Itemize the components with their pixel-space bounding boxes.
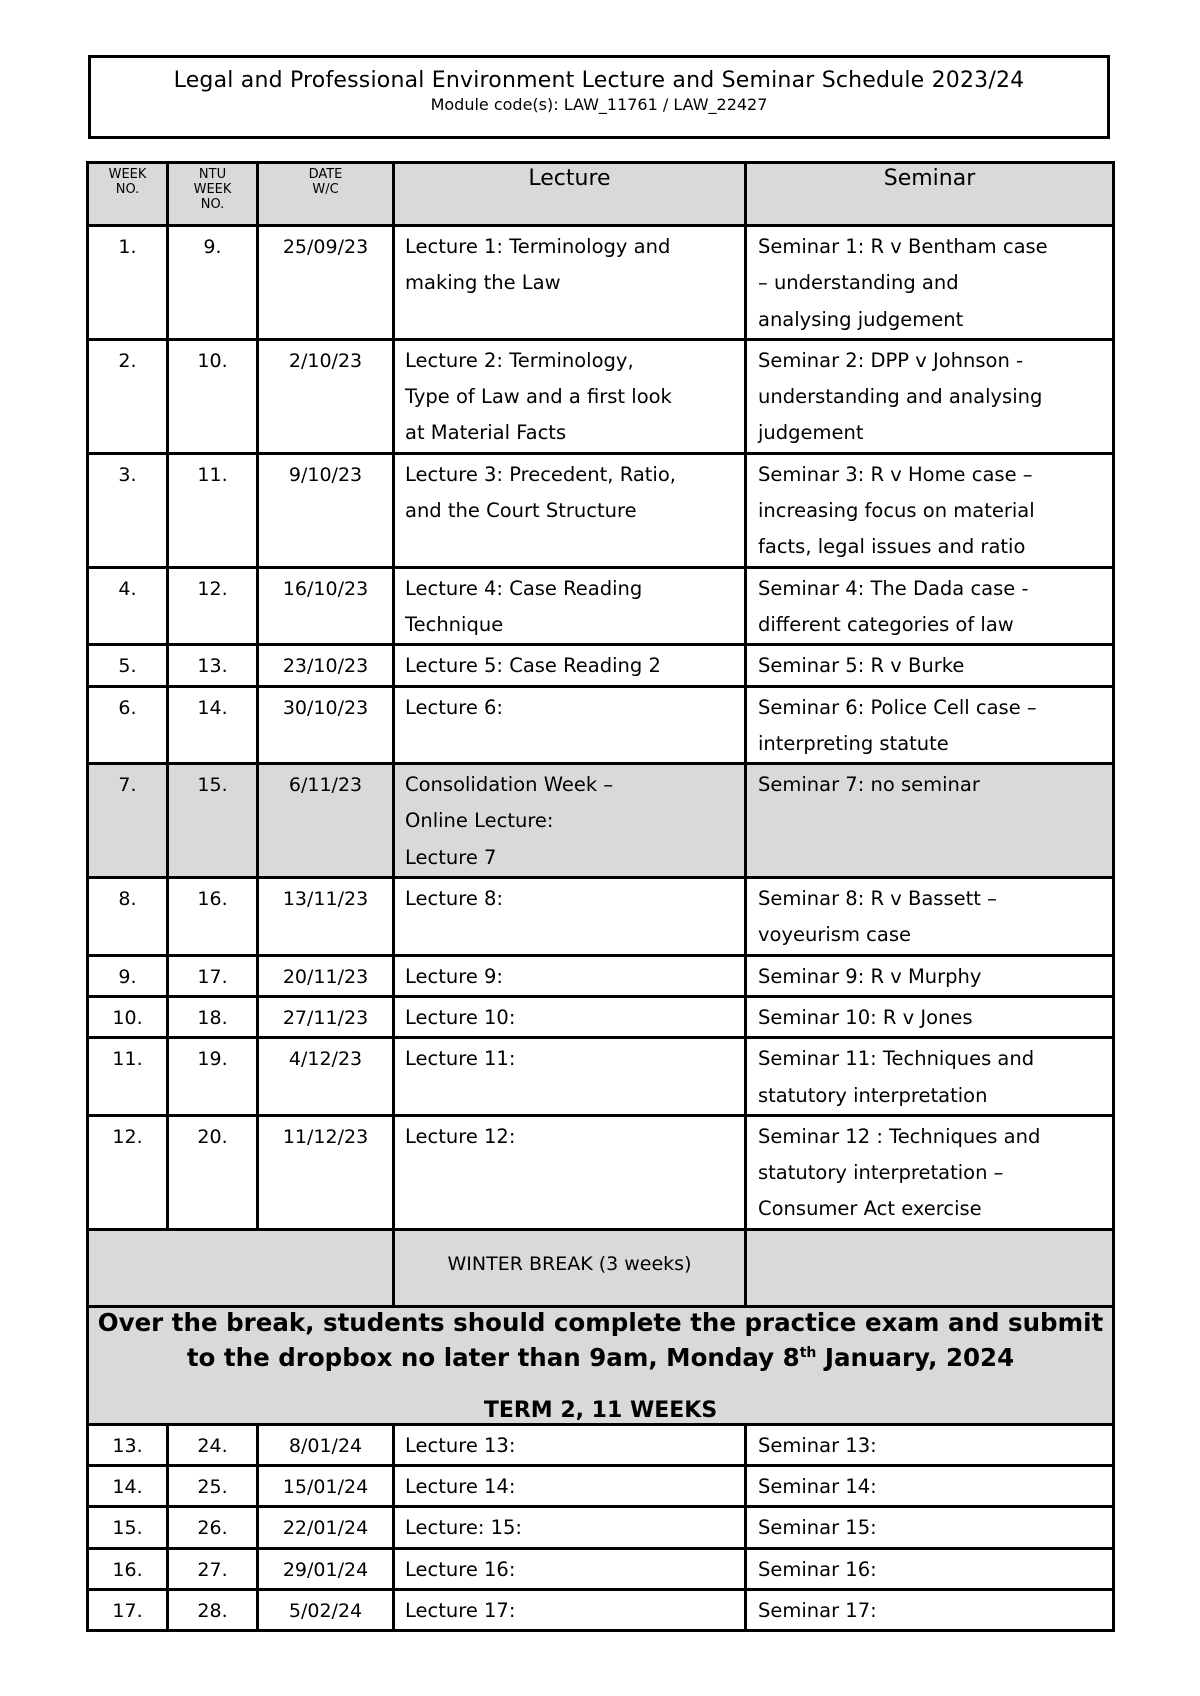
date-cell [258, 996, 394, 1037]
date-cell [258, 955, 394, 996]
lecture-cell-text: Lecture 10: [405, 1005, 516, 1029]
ntu-week-cell-text: 19. [197, 1048, 228, 1071]
week-no-cell-text: 11. [112, 1048, 143, 1071]
ntu-week-cell-text: 16. [197, 888, 228, 911]
header-ntu-line1: NTU [198, 167, 227, 182]
ntu-week-cell [168, 226, 258, 340]
winter-break-cell [394, 1229, 746, 1306]
lecture-cell-text: Lecture 8: [405, 887, 504, 911]
seminar-cell [746, 1548, 1114, 1589]
date-cell [258, 1590, 394, 1631]
week-no-cell-text: 12. [112, 1125, 143, 1148]
date-cell [258, 1038, 394, 1116]
header-date-line1: DATE [308, 167, 343, 182]
ntu-week-cell [168, 878, 258, 956]
ntu-week-cell-text: 14. [197, 696, 228, 719]
date-cell-text: 9/10/23 [288, 463, 363, 486]
seminar-cell [746, 1424, 1114, 1465]
week-no-cell-text: 5. [118, 655, 137, 678]
week-no-cell-text: 16. [112, 1558, 143, 1581]
seminar-cell [746, 686, 1114, 764]
date-cell-text: 5/02/24 [288, 1600, 363, 1623]
lecture-cell [394, 686, 746, 764]
week-no-cell [88, 1590, 168, 1631]
ntu-week-cell-text: 15. [197, 774, 228, 797]
week-no-cell [88, 878, 168, 956]
date-cell-text: 11/12/23 [282, 1125, 369, 1148]
term2-body [88, 1424, 1114, 1630]
seminar-cell [746, 339, 1114, 453]
ntu-week-cell [168, 1424, 258, 1465]
ntu-week-cell [168, 764, 258, 878]
table-row [88, 1466, 1114, 1507]
break-note-cell [88, 1306, 1114, 1424]
header-seminar: Seminar [746, 163, 1114, 226]
title-box [88, 55, 1110, 139]
date-cell-text: 16/10/23 [282, 577, 369, 600]
lecture-cell [394, 1115, 746, 1229]
lecture-cell [394, 1548, 746, 1589]
table-row [88, 1590, 1114, 1631]
week-no-cell-text: 10. [112, 1006, 143, 1029]
ntu-week-cell-text: 13. [197, 655, 228, 678]
header-ntu-line3: NO. [200, 197, 225, 212]
lecture-cell [394, 764, 746, 878]
seminar-cell-text: Seminar 14: [758, 1475, 877, 1499]
week-no-cell [88, 1548, 168, 1589]
date-cell [258, 645, 394, 686]
seminar-cell-text: Seminar 1: R v Bentham case – understanding and analysing judgement [758, 235, 1048, 331]
lecture-cell-text: Lecture 3: Precedent, Ratio, and the Court Structure [405, 462, 676, 523]
seminar-cell [746, 1115, 1114, 1229]
date-cell [258, 1115, 394, 1229]
lecture-cell-text: Lecture 14: [405, 1475, 516, 1499]
date-cell-text: 6/11/23 [288, 774, 363, 797]
seminar-cell-text: Seminar 2: DPP v Johnson - understanding and analysing judgement [758, 348, 1043, 445]
seminar-cell [746, 567, 1114, 645]
week-no-cell [88, 453, 168, 567]
seminar-cell [746, 996, 1114, 1037]
seminar-cell [746, 878, 1114, 956]
week-no-cell [88, 955, 168, 996]
ntu-week-cell [168, 1548, 258, 1589]
date-cell-text: 15/01/24 [282, 1476, 369, 1499]
lecture-cell [394, 1466, 746, 1507]
date-cell-text: 30/10/23 [282, 696, 369, 719]
date-cell [258, 878, 394, 956]
ntu-week-cell [168, 339, 258, 453]
ntu-week-cell [168, 996, 258, 1037]
lecture-cell-text: Lecture 1: Terminology and making the Law [405, 235, 671, 295]
week-no-cell-text: 14. [112, 1476, 143, 1499]
header-week-no-line1: WEEK [108, 167, 147, 182]
seminar-cell-text: Seminar 4: The Dada case - different categories of law [758, 576, 1029, 636]
ntu-week-cell-text: 9. [203, 236, 222, 258]
ntu-week-cell-text: 17. [197, 965, 228, 988]
winter-break-row [88, 1229, 1114, 1306]
date-cell [258, 1424, 394, 1465]
ntu-week-cell-text: 25. [197, 1476, 228, 1499]
ntu-week-cell-text: 28. [197, 1600, 228, 1623]
seminar-cell-text: Seminar 6: Police Cell case – interpreting statute [758, 695, 1037, 755]
week-no-cell [88, 996, 168, 1037]
lecture-cell-text: Lecture 2: Terminology, Type of Law and a first look at Material Facts [405, 348, 672, 445]
date-cell-text: 25/09/23 [282, 236, 369, 258]
table-row [88, 1424, 1114, 1465]
week-no-cell [88, 1038, 168, 1116]
header-date-line2: W/C [312, 182, 339, 197]
table-row [88, 686, 1114, 764]
lecture-cell [394, 878, 746, 956]
break-note-line1: Over the break, students should complete the practice exam and submit [97, 1307, 1104, 1337]
seminar-cell-text: Seminar 12 : Techniques and statutory interpretation – Consumer Act exercise [758, 1124, 1041, 1221]
week-no-cell-text: 6. [118, 696, 137, 719]
ntu-week-cell-text: 10. [197, 349, 228, 372]
lecture-cell-text: Lecture 9: [405, 964, 504, 988]
date-cell [258, 567, 394, 645]
break-note-line2-post: January, 2024 [816, 1342, 1015, 1372]
table-row [88, 764, 1114, 878]
week-no-cell-text: 17. [112, 1600, 143, 1623]
term2-heading: TERM 2, 11 WEEKS [483, 1397, 718, 1423]
week-no-cell [88, 1507, 168, 1548]
schedule-table [86, 161, 1115, 1632]
ntu-week-cell [168, 645, 258, 686]
seminar-cell [746, 1466, 1114, 1507]
lecture-cell [394, 339, 746, 453]
week-no-cell-text: 3. [118, 463, 137, 486]
ntu-week-cell-text: 18. [197, 1006, 228, 1029]
seminar-cell-text: Seminar 10: R v Jones [758, 1005, 973, 1029]
week-no-cell [88, 1115, 168, 1229]
seminar-cell-text: Seminar 13: [758, 1433, 877, 1457]
date-cell-text: 22/01/24 [282, 1517, 369, 1540]
date-cell [258, 226, 394, 340]
lecture-cell [394, 1038, 746, 1116]
winter-break-seminar-cell [746, 1229, 1114, 1306]
header-week-no [88, 163, 168, 226]
week-no-cell-text: 7. [118, 774, 137, 797]
winter-break-label: WINTER BREAK (3 weeks) [447, 1252, 692, 1275]
week-no-cell [88, 764, 168, 878]
ntu-week-cell [168, 1115, 258, 1229]
week-no-cell-text: 15. [112, 1517, 143, 1540]
week-no-cell-text: 4. [118, 577, 137, 600]
break-note-line2-pre: to the dropbox no later than 9am, Monday 8 [186, 1342, 800, 1372]
header-row [88, 163, 1114, 226]
week-no-cell [88, 1466, 168, 1507]
date-cell-text: 27/11/23 [282, 1006, 369, 1029]
ntu-week-cell-text: 26. [197, 1517, 228, 1540]
header-ntu-line2: WEEK [193, 182, 232, 197]
lecture-cell-text: Lecture 13: [405, 1433, 516, 1457]
ntu-week-cell-text: 20. [197, 1125, 228, 1148]
date-cell [258, 764, 394, 878]
date-cell-text: 20/11/23 [282, 965, 369, 988]
ntu-week-cell [168, 1590, 258, 1631]
date-cell [258, 453, 394, 567]
seminar-cell [746, 955, 1114, 996]
ntu-week-cell-text: 24. [197, 1434, 228, 1457]
seminar-cell [746, 1590, 1114, 1631]
date-cell [258, 1466, 394, 1507]
header-ntu-week-no [168, 163, 258, 226]
ntu-week-cell [168, 1466, 258, 1507]
seminar-cell [746, 764, 1114, 878]
date-cell-text: 29/01/24 [282, 1558, 369, 1581]
table-row [88, 1038, 1114, 1116]
seminar-cell-text: Seminar 11: Techniques and statutory interpretation [758, 1047, 1035, 1107]
week-no-cell-text: 13. [112, 1434, 143, 1457]
table-row [88, 955, 1114, 996]
lecture-cell [394, 955, 746, 996]
week-no-cell [88, 645, 168, 686]
lecture-cell-text: Consolidation Week – Online Lecture: Lecture 7 [405, 773, 614, 869]
module-codes: Module code(s): LAW_11761 / LAW_22427 [430, 95, 768, 114]
date-cell-text: 23/10/23 [282, 655, 369, 678]
seminar-cell-text: Seminar 9: R v Murphy [758, 964, 982, 988]
week-no-cell [88, 1424, 168, 1465]
table-row [88, 1548, 1114, 1589]
seminar-cell [746, 645, 1114, 686]
table-row [88, 567, 1114, 645]
seminar-cell-text: Seminar 16: [758, 1557, 877, 1581]
lecture-cell [394, 567, 746, 645]
document-title: Legal and Professional Environment Lecture and Seminar Schedule 2023/24 [173, 68, 1025, 93]
table-row [88, 878, 1114, 956]
seminar-cell-text: Seminar 7: no seminar [758, 773, 980, 797]
week-no-cell-text: 1. [118, 236, 137, 258]
lecture-cell-text: Lecture 11: [405, 1047, 516, 1071]
table-row [88, 1115, 1114, 1229]
week-no-cell-text: 2. [118, 349, 137, 372]
table-row [88, 339, 1114, 453]
ntu-week-cell [168, 453, 258, 567]
lecture-cell [394, 453, 746, 567]
seminar-cell [746, 1038, 1114, 1116]
week-no-cell-text: 8. [118, 888, 137, 911]
lecture-cell [394, 226, 746, 340]
header-week-no-line2: NO. [115, 182, 140, 197]
lecture-cell-text: Lecture 12: [405, 1124, 516, 1148]
lecture-cell-text: Lecture 16: [405, 1557, 516, 1581]
lecture-cell [394, 645, 746, 686]
seminar-cell-text: Seminar 8: R v Bassett – voyeurism case [758, 887, 997, 947]
week-no-cell [88, 226, 168, 340]
ntu-week-cell [168, 686, 258, 764]
lecture-cell-text: Lecture: 15: [405, 1516, 522, 1540]
date-cell-text: 4/12/23 [288, 1048, 363, 1071]
ntu-week-cell-text: 12. [197, 577, 228, 600]
seminar-cell-text: Seminar 3: R v Home case – increasing focus on material facts, legal issues and ratio [758, 462, 1035, 559]
ntu-week-cell [168, 567, 258, 645]
date-cell [258, 1548, 394, 1589]
winter-break-empty-cell [88, 1229, 394, 1306]
date-cell-text: 8/01/24 [288, 1434, 363, 1457]
seminar-cell [746, 453, 1114, 567]
lecture-cell-text: Lecture 17: [405, 1599, 516, 1623]
date-cell [258, 1507, 394, 1548]
break-note-ordinal: th [799, 1344, 817, 1361]
table-row [88, 996, 1114, 1037]
break-note-line2 [89, 1338, 1112, 1373]
ntu-week-cell [168, 955, 258, 996]
ntu-week-cell [168, 1038, 258, 1116]
header-lecture: Lecture [394, 163, 746, 226]
lecture-cell-text: Lecture 5: Case Reading 2 [405, 654, 661, 678]
table-row [88, 1507, 1114, 1548]
term1-body [88, 226, 1114, 1230]
ntu-week-cell-text: 27. [197, 1558, 228, 1581]
week-no-cell-text: 9. [118, 965, 137, 988]
lecture-cell [394, 996, 746, 1037]
seminar-cell [746, 1507, 1114, 1548]
date-cell-text: 13/11/23 [282, 888, 369, 911]
table-row [88, 226, 1114, 340]
seminar-cell-text: Seminar 15: [758, 1516, 877, 1540]
ntu-week-cell-text: 11. [197, 463, 228, 486]
date-cell-text: 2/10/23 [288, 349, 363, 372]
lecture-cell-text: Lecture 4: Case Reading Technique [405, 576, 643, 636]
table-row [88, 453, 1114, 567]
seminar-cell-text: Seminar 5: R v Burke [758, 654, 965, 678]
header-date [258, 163, 394, 226]
week-no-cell [88, 567, 168, 645]
week-no-cell [88, 686, 168, 764]
lecture-cell [394, 1424, 746, 1465]
ntu-week-cell [168, 1507, 258, 1548]
lecture-cell [394, 1507, 746, 1548]
date-cell [258, 686, 394, 764]
week-no-cell [88, 339, 168, 453]
table-row [88, 645, 1114, 686]
lecture-cell-text: Lecture 6: [405, 695, 504, 719]
break-note-row [88, 1306, 1114, 1424]
seminar-cell [746, 226, 1114, 340]
seminar-cell-text: Seminar 17: [758, 1599, 877, 1623]
date-cell [258, 339, 394, 453]
lecture-cell [394, 1590, 746, 1631]
